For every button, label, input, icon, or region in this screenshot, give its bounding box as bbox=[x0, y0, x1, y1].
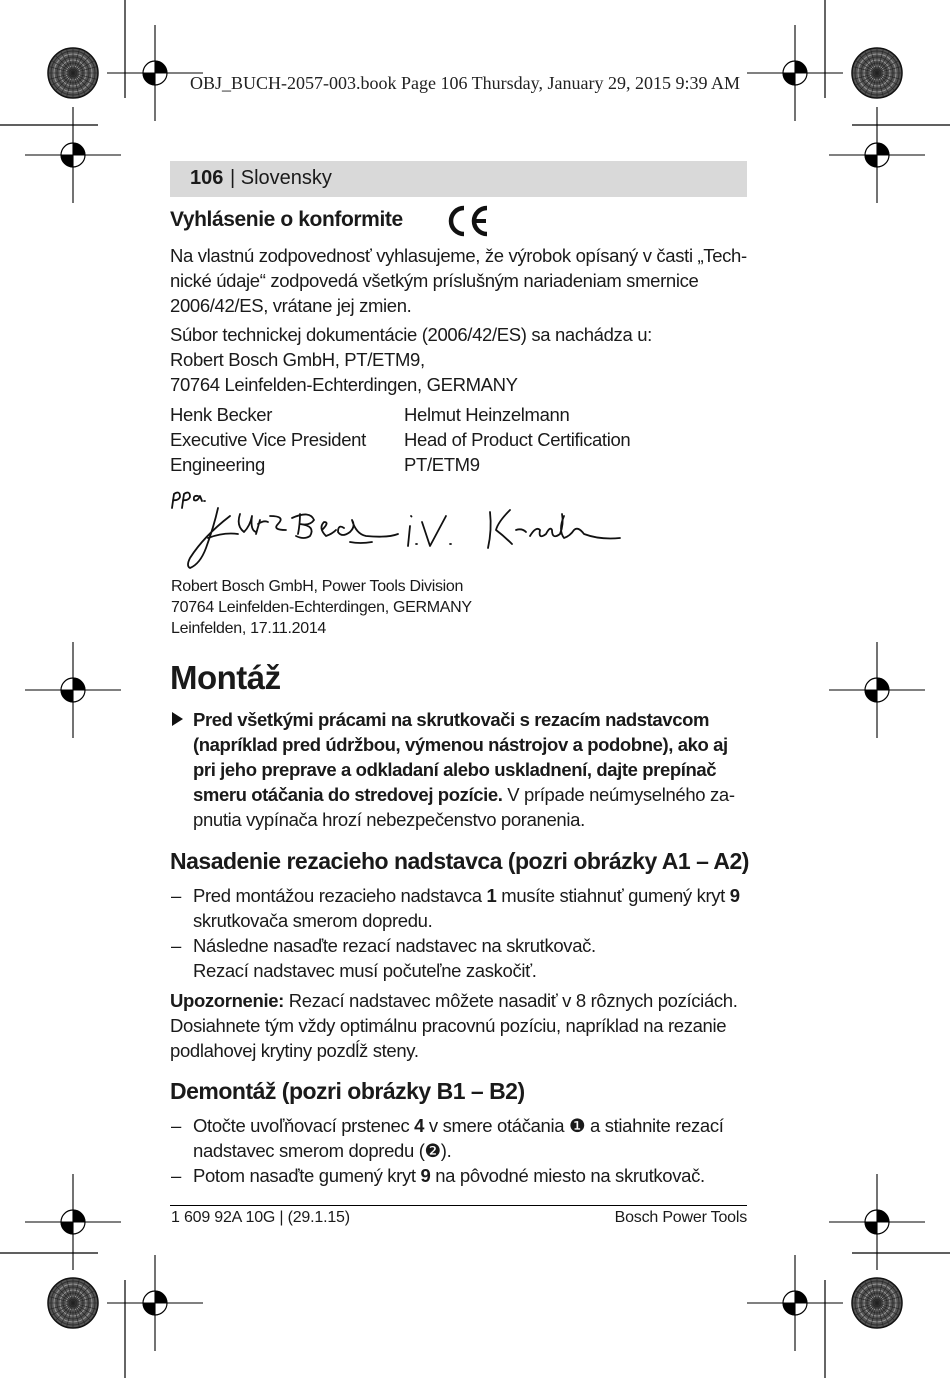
list-item-continuation bbox=[193, 1138, 451, 1163]
warning-bold-line: pri jeho preprave a odkladaní alebo uskladnení, dajte prepínač bbox=[193, 759, 717, 780]
signatory-department: PT/ETM9 bbox=[404, 454, 480, 475]
part-ref: 9 bbox=[420, 1165, 431, 1186]
registration-mark-icon bbox=[829, 107, 925, 203]
conformity-text-line: Na vlastnú zodpovednosť vyhlasujeme, že výrobok opísaný v časti „Tech- bbox=[170, 245, 747, 266]
conformity-heading: Vyhlásenie o konformite bbox=[170, 208, 403, 231]
registration-mark-icon bbox=[829, 1174, 925, 1270]
signatory-title: Executive Vice President bbox=[170, 429, 366, 450]
file-location-line: 70764 Leinfelden-Echterdingen, GERMANY bbox=[170, 374, 518, 395]
note-text: Rezací nadstavec môžete nasadiť v 8 rôznych pozíciách. bbox=[284, 990, 738, 1011]
item-text: Pred montážou rezacieho nadstavca bbox=[193, 885, 487, 906]
conformity-text-line: nické údaje“ zodpovedá všetkým príslušným nariadeniam smernice bbox=[170, 270, 699, 291]
demontaz-heading: Demontáž (pozri obrázky B1 – B2) bbox=[170, 1078, 525, 1104]
signatory-name: Helmut Heinzelmann bbox=[404, 404, 570, 425]
conformity-text-line: 2006/42/ES, vrátane jej zmien. bbox=[170, 295, 412, 316]
warning-text: pnutia vypínača hrozí nebezpečenstvo poranenia. bbox=[193, 809, 585, 830]
registration-target-icon bbox=[48, 48, 98, 98]
list-item bbox=[193, 1163, 705, 1188]
footer-brand: Bosch Power Tools bbox=[614, 1209, 747, 1226]
montaz-heading: Montáž bbox=[170, 659, 281, 696]
footer-divider bbox=[170, 1205, 747, 1206]
list-item-continuation: Rezací nadstavec musí počuteľne zaskočiť. bbox=[193, 960, 537, 981]
item-text: v smere otáčania bbox=[424, 1115, 569, 1136]
signatures-image bbox=[160, 486, 640, 576]
note-line: podlahovej krytiny pozdĺž steny. bbox=[170, 1040, 419, 1061]
registration-mark-icon bbox=[829, 642, 925, 738]
step-one-icon: ❶ bbox=[568, 1115, 586, 1136]
item-text: Potom nasaďte gumený kryt bbox=[193, 1165, 421, 1186]
nasadenie-heading: Nasadenie rezacieho nadstavca (pozri obrázky A1 – A2) bbox=[170, 848, 749, 874]
list-item-continuation: skrutkovača smerom dopredu. bbox=[193, 910, 433, 931]
item-text: a stiahnite rezací bbox=[585, 1115, 724, 1136]
list-item bbox=[193, 883, 740, 908]
note-label: Upozornenie: bbox=[170, 990, 284, 1011]
registration-mark-icon bbox=[107, 25, 203, 121]
signatory-name: Henk Becker bbox=[170, 404, 273, 425]
ce-mark-icon bbox=[444, 205, 490, 237]
registration-mark-icon bbox=[747, 1255, 843, 1351]
list-dash: – bbox=[171, 1165, 182, 1186]
item-text: ). bbox=[440, 1140, 452, 1161]
part-ref: 1 bbox=[486, 885, 497, 906]
issuer-line: Robert Bosch GmbH, Power Tools Division bbox=[171, 578, 464, 595]
note-line: Dosiahnete tým vždy optimálnu pracovnú pozíciu, napríklad na rezanie bbox=[170, 1015, 727, 1036]
registration-target-icon bbox=[852, 1278, 902, 1328]
item-text: nadstavec smerom dopredu ( bbox=[193, 1140, 425, 1161]
part-ref: 9 bbox=[729, 885, 740, 906]
signatory-title: Head of Product Certification bbox=[404, 429, 631, 450]
item-text: musíte stiahnuť gumený kryt bbox=[496, 885, 730, 906]
page-number: 106 bbox=[190, 167, 224, 189]
warning-bold-line: Pred všetkými prácami na skrutkovači s rezacím nadstavcom bbox=[193, 709, 710, 730]
warning-bold-line: smeru otáčania do stredovej pozície. bbox=[193, 784, 503, 805]
list-dash: – bbox=[171, 1115, 182, 1136]
warning-bullet-icon bbox=[172, 712, 183, 726]
step-two-icon: ❷ bbox=[424, 1140, 441, 1161]
registration-mark-icon bbox=[25, 107, 121, 203]
registration-mark-icon bbox=[107, 1255, 203, 1351]
book-header: OBJ_BUCH-2057-003.book Page 106 Thursday, January 29, 2015 9:39 AM bbox=[190, 73, 740, 93]
file-location-line: Súbor technickej dokumentácie (2006/42/ES) sa nachádza u: bbox=[170, 324, 652, 345]
list-dash: – bbox=[171, 935, 182, 956]
issuer-line: 70764 Leinfelden-Echterdingen, GERMANY bbox=[171, 599, 472, 616]
registration-mark-icon bbox=[25, 642, 121, 738]
registration-target-icon bbox=[48, 1278, 98, 1328]
list-item bbox=[193, 1113, 724, 1138]
safety-warning bbox=[193, 707, 753, 832]
issuer-date: Leinfelden, 17.11.2014 bbox=[171, 620, 327, 637]
warning-bold-line: (napríklad pred údržbou, výmenou nástrojov a podobne), ako aj bbox=[193, 734, 728, 755]
file-location-line: Robert Bosch GmbH, PT/ETM9, bbox=[170, 349, 425, 370]
registration-target-icon bbox=[852, 48, 902, 98]
warning-text: V prípade neúmyselného za- bbox=[502, 784, 735, 805]
part-ref: 4 bbox=[414, 1115, 425, 1136]
note-line bbox=[170, 988, 738, 1013]
registration-mark-icon bbox=[747, 25, 843, 121]
registration-mark-icon bbox=[25, 1174, 121, 1270]
footer-doc-number: 1 609 92A 10G | (29.1.15) bbox=[171, 1209, 350, 1226]
signatory-department: Engineering bbox=[170, 454, 265, 475]
item-text: Otočte uvoľňovací prstenec bbox=[193, 1115, 415, 1136]
page-language: | Slovensky bbox=[230, 167, 332, 189]
list-dash: – bbox=[171, 885, 182, 906]
list-item: Následne nasaďte rezací nadstavec na skrutkovač. bbox=[193, 935, 596, 956]
page-header-band bbox=[170, 161, 747, 197]
item-text: na pôvodné miesto na skrutkovač. bbox=[430, 1165, 705, 1186]
